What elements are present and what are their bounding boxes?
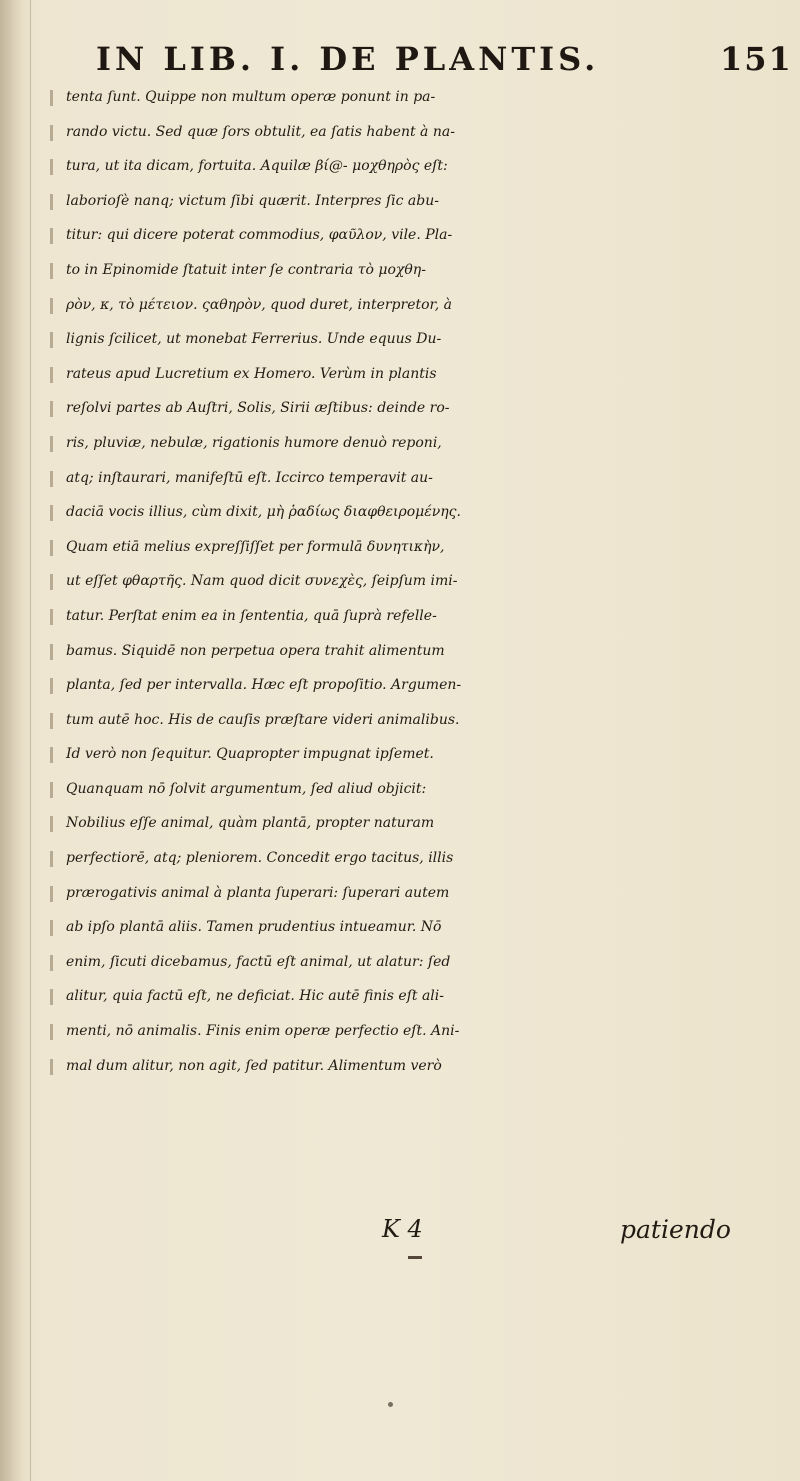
margin-tick [32, 80, 62, 115]
margin-tick [32, 737, 62, 772]
margin-tick [32, 841, 62, 876]
text-line: mal dum alitur, non agit, ſed patitur. Alimentum verò [66, 1057, 442, 1074]
text-line: laborioſè nanq; victum ſibi quærit. Interpres ſic abu- [66, 192, 439, 209]
text-line: planta, ſed per intervalla. Hæc eſt propoſitio. Argumen- [66, 677, 462, 694]
body-text [66, 80, 786, 1083]
margin-tick [32, 1049, 62, 1084]
text-line: ut eſſet φθαρτῆς. Nam quod dicit συνεχὲς, ſeipſum imi- [66, 573, 458, 590]
margin-tick [32, 599, 62, 634]
margin-tick [32, 357, 62, 392]
margin-tick [32, 876, 62, 911]
text-line: Quanquam nō ſolvit argumentum, ſed aliud objicit: [66, 780, 427, 797]
text-line: reſolvi partes ab Auſtri, Solis, Sirii æſtibus: deinde ro- [66, 400, 450, 417]
margin-tick [32, 979, 62, 1014]
margin-tick [32, 149, 62, 184]
margin-tick [32, 910, 62, 945]
margin-tick [32, 1014, 62, 1049]
binding-fold-line [30, 0, 31, 1481]
text-line: menti, nō animalis. Finis enim operæ perfectio eſt. Ani- [66, 1023, 460, 1040]
margin-tick [32, 115, 62, 150]
binding-gutter-shadow [0, 0, 24, 1481]
text-line: ab ipſo plantā aliis. Tamen prudentius intueamur. Nō [66, 919, 442, 936]
text-line: alitur, quia factū eſt, ne deficiat. Hic autē finis eſt ali- [66, 988, 444, 1005]
text-line: ris, pluviæ, nebulæ, rigationis humore denuò reponi, [66, 434, 442, 451]
margin-tick [32, 253, 62, 288]
margin-tick-marks [32, 80, 62, 1083]
text-line: Id verò non ſequitur. Quapropter impugnat ipſemet. [66, 746, 434, 763]
margin-tick [32, 564, 62, 599]
margin-tick [32, 391, 62, 426]
catchword: patiendo [620, 1215, 731, 1244]
margin-tick [32, 184, 62, 219]
margin-tick [32, 772, 62, 807]
margin-tick [32, 461, 62, 496]
text-line: atq; inſtaurari, manifeſtū eſt. Iccirco temperavit au- [66, 469, 433, 486]
signature-mark: K 4 [382, 1215, 423, 1243]
text-line: Quam etiā melius expreſſiſſet per formulā δυνητικὴν, [66, 538, 445, 555]
text-line: tum autē hoc. His de cauſis præſtare videri animalibus. [66, 711, 460, 728]
text-line: lignis ſcilicet, ut monebat Ferrerius. Unde equus Du- [66, 331, 442, 348]
text-line: ρὸν, κ, τὸ μέτειον. ςαθηρὸν, quod duret, interpretor, à [66, 296, 452, 313]
margin-tick [32, 322, 62, 357]
signature-dash [408, 1256, 422, 1259]
margin-tick [32, 288, 62, 323]
margin-tick [32, 668, 62, 703]
text-line: prærogativis animal à planta ſuperari: ſuperari autem [66, 884, 450, 901]
margin-tick [32, 426, 62, 461]
margin-tick [32, 530, 62, 565]
text-line: Nobilius eſſe animal, quàm plantā, propter naturam [66, 815, 435, 832]
margin-tick [32, 495, 62, 530]
text-line: daciā vocis illius, cùm dixit, μὴ ῥαδίως διαφθειρομένης. [66, 504, 461, 521]
text-line: tura, ut ita dicam, fortuita. Aquilæ βί@- μοχθηρὸς eſt: [66, 158, 448, 175]
text-line: rateus apud Lucretium ex Homero. Verùm in plantis [66, 365, 437, 382]
text-line: perfectiorē, atq; pleniorem. Concedit ergo tacitus, illis [66, 850, 454, 867]
margin-tick [32, 634, 62, 669]
ink-speck [388, 1402, 393, 1407]
running-head [0, 0, 800, 90]
text-line: to in Epinomide ſtatuit inter ſe contraria τὸ μοχθη- [66, 261, 426, 278]
text-line: bamus. Siquidē non perpetua opera trahit alimentum [66, 642, 445, 659]
margin-tick [32, 806, 62, 841]
text-line: tenta ſunt. Quippe non multum operæ ponunt in pa- [66, 89, 436, 105]
margin-tick [32, 218, 62, 253]
running-title: IN LIB. I. DE PLANTIS. [96, 40, 600, 78]
text-line: titur: qui dicere poterat commodius, φαῦλον, vile. Pla- [66, 227, 453, 244]
margin-tick [32, 703, 62, 738]
text-line: tatur. Perſtat enim ea in ſententia, quā ſuprà refelle- [66, 607, 437, 624]
text-line: enim, ſicuti dicebamus, factū eſt animal, ut alatur: ſed [66, 953, 451, 970]
margin-tick [32, 945, 62, 980]
text-line: rando victu. Sed quæ ſors obtulit, ea ſatis habent à na- [66, 123, 455, 140]
page-number: 151 [720, 40, 793, 78]
